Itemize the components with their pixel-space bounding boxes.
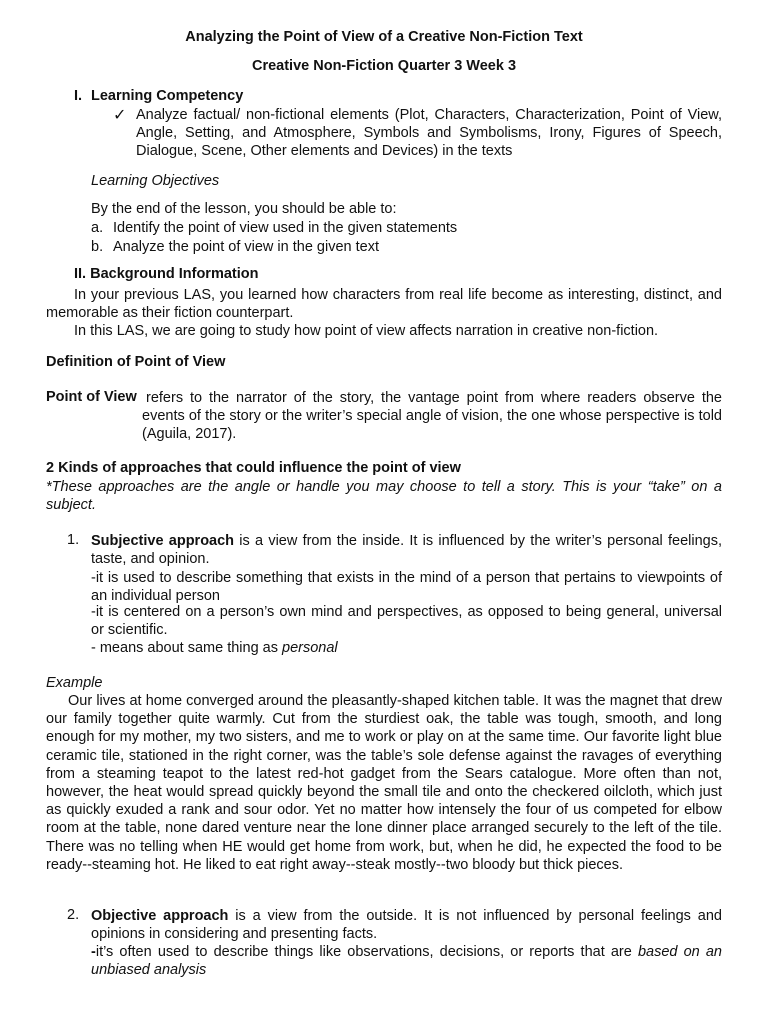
section-2-heading: II. Background Information [74,266,259,282]
subjective-point-3-text: - means about same thing as [91,640,283,656]
objective-term: Objective approach [91,908,229,924]
check-mark-icon: ✓ [113,107,127,124]
background-paragraph-2: In this LAS, we are going to study how point of view affects narration in creative non-fiction. [74,323,659,339]
learning-objectives-label: Learning Objectives [91,173,220,189]
subjective-point-3-italic: personal [282,640,338,656]
objective-point-1-text: it’s often used to describe things like observations, decisions, or reports that are [95,944,638,960]
objectives-intro: By the end of the lesson, you should be able to: [91,201,397,217]
background-paragraph-1: In your previous LAS, you learned how characters from real life become as interesting, distinct, and memorable as their fiction counterpart. [46,287,722,322]
learning-competency-text: Analyze factual/ non-fictional elements (Plot, Characters, Characterization, Point of View, Angle, Setting, and Atmosphere, Symbols and Symbolisms, Irony, Figures of Speech, Dialogue, Scene, Other elements and Devices) in the texts [136,107,722,160]
example-label: Example [46,675,103,691]
definition-heading: Definition of Point of View [46,354,226,370]
section-1-heading: Learning Competency [91,88,244,104]
objective-point-1 [91,943,722,979]
subjective-number: 1. [67,532,80,548]
subjective-point-2: -it is centered on a person’s own mind and perspectives, as opposed to being general, universal or scientific. [91,604,722,639]
subjective-text: is a view from the inside. It is influenced by the writer’s personal feelings, taste, and opinion. [91,533,722,568]
document-title: Analyzing the Point of View of a Creative Non-Fiction Text [185,29,583,45]
subjective-point-1: -it is used to describe something that exists in the mind of a person that pertains to viewpoints of an individual person [91,570,722,605]
kinds-note: *These approaches are the angle or handle you may choose to tell a story. This is your “take” on a subject. [46,479,722,514]
document-subtitle: Creative Non-Fiction Quarter 3 Week 3 [251,58,517,74]
kinds-heading: 2 Kinds of approaches that could influence the point of view [46,460,461,476]
objective-marker: a. [91,220,104,236]
objective-text: is a view from the outside. It is not influenced by personal feelings and opinions in considering and presenting facts. [91,908,722,943]
subjective-definition [91,532,722,568]
subjective-term: Subjective approach [91,533,235,549]
example-paragraph: Our lives at home converged around the pleasantly-shaped kitchen table. It was the magnet that drew our family together quite warmly. Cut from the sturdiest oak, the table was tough, smooth, and long enough for my mother, my two sisters, and me to work or play on at the same time. Our favorite light blue ceramic tile, stationed in the right corner, was the table’s sole defense against the ravages of everything from a steaming teapot to the latest red-hot gadget from the Sears catalogue. More often than not, however, the heat would spread quickly beyond the small tile and onto the checkered oilcloth, which just as quickly exuded a rank and sour odor. Yet no matter how intensely the four of us competed for elbow room at the table, none dared venture near the lone dinner place arranged securely to the left of the tile. There was no telling when HE would get home from work, but, when he did, he expected the food to be ready--steaming hot. He liked to eat right away--steak mostly--two bloody but thick pieces. [46,693,722,873]
section-1-numeral: I. [74,88,83,104]
objective-definition [91,907,722,943]
subjective-point-3 [91,640,338,656]
objective-point-1-italic: based on an unbiased analysis [91,944,722,979]
objective-item: Analyze the point of view in the given text [113,239,379,255]
definition-text: refers to the narrator of the story, the vantage point from where readers observe the events of the story or the writer’s special angle of vision, the one whose perspective is told (Aguila, 2017). [142,390,722,443]
objective-marker: b. [91,239,104,255]
definition-term: Point of View [46,389,137,405]
objective-point-1-dash: - [91,944,96,960]
objective-number: 2. [67,907,80,923]
objective-item: Identify the point of view used in the given statements [113,220,458,236]
